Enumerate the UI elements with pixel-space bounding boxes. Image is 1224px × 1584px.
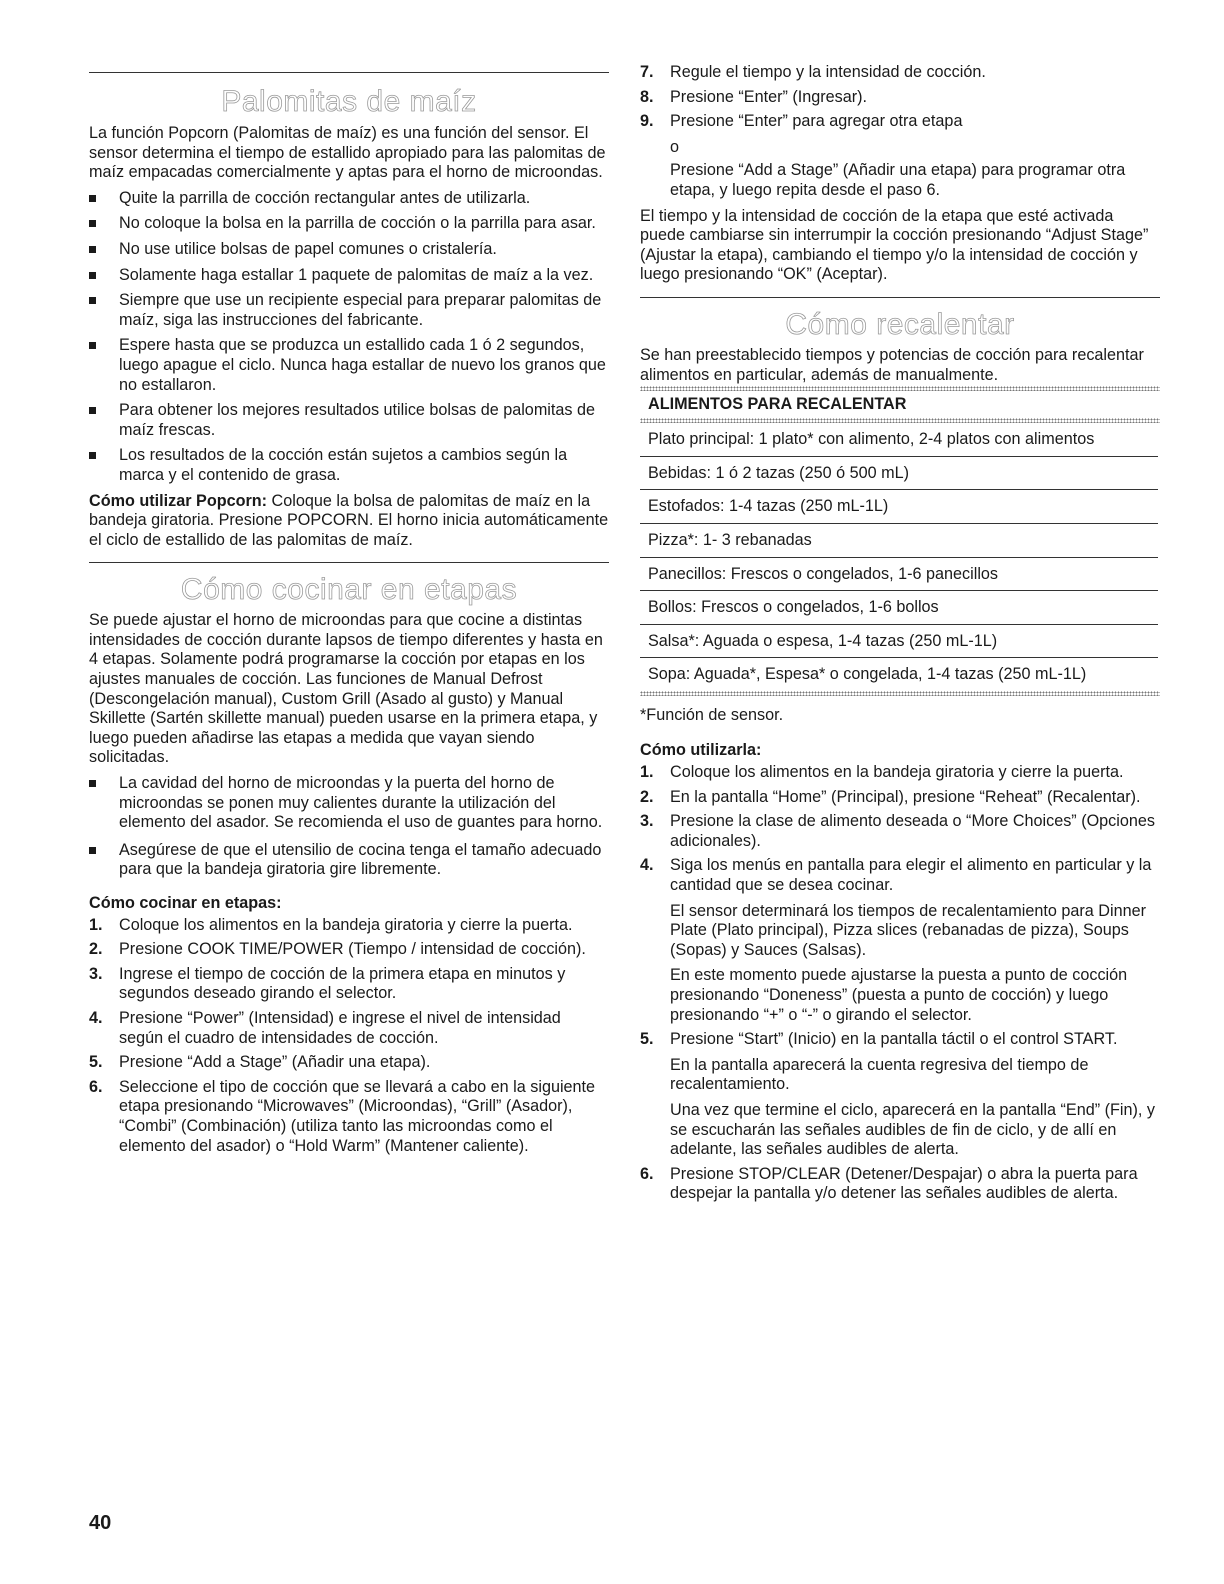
list-item: Siempre que use un recipiente especial para preparar palomitas de maíz, siga las instrucciones del fabricante. (89, 291, 609, 330)
bullet-square-icon (89, 272, 96, 279)
stages-steps-left (89, 916, 609, 1157)
step-alternative: Presione “Add a Stage” (Añadir una etapa) para programar otra etapa, y luego repita desde el paso 6. (670, 161, 1126, 199)
stages-bullet-list (89, 774, 609, 880)
list-item: 2. En la pantalla “Home” (Principal), presione “Reheat” (Recalentar). (640, 787, 1141, 806)
bullet-square-icon (89, 220, 96, 227)
popcorn-how-label: Cómo utilizar Popcorn: (89, 491, 268, 510)
table-row: Sopa: Aguada*, Espesa* o congelada, 1-4 tazas (250 mL-1L) (648, 665, 1087, 684)
table-row: Estofados: 1-4 tazas (250 mL-1L) (640, 490, 1158, 524)
reheat-table (640, 423, 1158, 691)
popcorn-intro: La función Popcorn (Palomitas de maíz) es una función del sensor. El sensor determina el tiempo de estallido apropiado para las palomitas de maíz empacadas comercialmente y aptas para el horno de microondas. (89, 124, 606, 182)
popcorn-bullet-list (89, 189, 609, 486)
reheat-heading: Cómo recalentar (785, 307, 1015, 341)
reheat-table-header: ALIMENTOS PARA RECALENTAR (648, 395, 907, 414)
stages-intro: Se puede ajustar el horno de microondas para que cocine a distintas intensidades de cocción durante lapsos de tiempo diferentes y hasta en 4 etapas. Solamente podrá programarse la cocción por etapas en los ajustes manuales de cocción. Las funciones de Manual Defrost (Descongelación manual), Custom Grill (Asado al gusto) y Manual Skillette (Sartén skillette manual) pueden usarse en la primera etapa, y luego pueden añadirse las etapas a medida que vayan siendo solicitadas. (89, 611, 603, 767)
reheat-steps (640, 763, 1160, 1204)
list-item: No coloque la bolsa en la parrilla de cocción o la parrilla para asar. (89, 214, 609, 234)
bullet-square-icon (89, 452, 96, 459)
list-item: 8. Presione “Enter” (Ingresar). (640, 87, 868, 106)
list-item: 9. Presione “Enter” para agregar otra etapa o Presione “Add a Stage” (Añadir una etapa) para programar otra etapa, y luego repita desde el paso 6. (640, 112, 1160, 200)
bullet-square-icon (89, 342, 96, 349)
table-row: Plato principal: 1 plato* con alimento, 2-4 platos con alimentos (640, 423, 1158, 456)
stages-heading: Cómo cocinar en etapas (180, 573, 518, 607)
step-note: Una vez que termine el ciclo, aparecerá en la pantalla “End” (Fin), y se escucharán las señales audibles de fin de ciclo, y de allí en adelante, las señales audibles de alerta. (670, 1100, 1155, 1159)
list-item: Para obtener los mejores resultados utilice bolsas de palomitas de maíz frescas. (89, 401, 609, 440)
step-or: o (670, 137, 680, 156)
list-item: 4. Presione “Power” (Intensidad) e ingrese el nivel de intensidad según el cuadro de intensidades de cocción. (89, 1008, 561, 1047)
popcorn-heading: Palomitas de maíz (221, 85, 477, 118)
sensor-footnote: *Función de sensor. (640, 705, 784, 724)
list-item: 3. Presione la clase de alimento deseada o “More Choices” (Opciones adicionales). (640, 812, 1155, 850)
reheat-how-title: Cómo utilizarla: (640, 741, 762, 760)
stages-steps-right (640, 63, 1160, 201)
list-item: 1. Coloque los alimentos en la bandeja giratoria y cierre la puerta. (640, 763, 1124, 782)
popcorn-how-to: Cómo utilizar Popcorn: Coloque la bolsa de palomitas de maíz en la bandeja giratoria. Presione POPCORN. El horno inicia automáticamente el ciclo de estallido de las palomitas de maíz. (89, 491, 609, 549)
list-item: 4. Siga los menús en pantalla para elegir el alimento en particular y la cantidad que se desea cocinar. El sensor determinará los tiempos de recalentamiento para Dinner Plate (Plato principal), Pizza slices (rebanadas de pizza), Soups (Sopas) y Sauces (Salsas). En este momento puede ajustarse la puesta a punto de cocción presionando “Doneness” (puesta a punto de cocción) y luego presionando “+” o “-” o girando el selector. (640, 856, 1160, 1025)
stages-how-title: Cómo cocinar en etapas: (89, 894, 282, 912)
list-item: Solamente haga estallar 1 paquete de palomitas de maíz a la vez. (89, 266, 609, 286)
list-item: 2. Presione COOK TIME/POWER (Tiempo / intensidad de cocción). (89, 940, 586, 959)
list-item: 6. Seleccione el tipo de cocción que se llevará a cabo en la siguiente etapa presionando “Microwaves” (Microondas), “Grill” (Asador), “Combi” (Combinación) (utiliza tanto las microondas como el elemento del asador) o “Hold Warm” (Mantener caliente). (89, 1077, 596, 1155)
adjust-stage-text: El tiempo y la intensidad de cocción de la etapa que esté activada puede cambiarse sin interrumpir la cocción presionando “Adjust Stage” (Ajustar la etapa), cambiando el tiempo y/o la intensidad de cocción y luego presionando “OK” (Aceptar). (640, 206, 1149, 284)
table-row: Pizza*: 1- 3 rebanadas (640, 523, 1158, 557)
table-row: Bollos: Frescos o congelados, 1-6 bollos (640, 591, 1158, 625)
left-column (89, 0, 609, 1156)
table-row: Panecillos: Frescos o congelados, 1-6 panecillos (640, 557, 1158, 591)
list-item: No use utilice bolsas de papel comunes o cristalería. (89, 240, 609, 260)
step-note: En este momento puede ajustarse la puesta a punto de cocción presionando “Doneness” (puesta a punto de cocción) y luego presionando “+” o “-” o girando el selector. (670, 966, 1128, 1024)
list-item: La cavidad del horno de microondas y la puerta del horno de microondas se ponen muy calientes durante la utilización del elemento del asador. Se recomienda el uso de guantes para horno. (89, 774, 609, 833)
list-item: Espere hasta que se produzca un estallido cada 1 ó 2 segundos, luego apague el ciclo. Nunca haga estallar de nuevo los granos que no estallaron. (89, 336, 609, 395)
list-item: Los resultados de la cocción están sujetos a cambios según la marca y el contenido de grasa. (89, 446, 609, 485)
bullet-square-icon (89, 780, 96, 787)
section-divider (89, 562, 609, 563)
reheat-intro: Se han preestablecido tiempos y potencias de cocción para recalentar alimentos en particular, además de manualmente. (640, 345, 1144, 384)
list-item: 7. Regule el tiempo y la intensidad de cocción. (640, 63, 986, 81)
list-item: 5. Presione “Add a Stage” (Añadir una etapa). (89, 1053, 431, 1072)
bullet-square-icon (89, 297, 96, 304)
list-item: Quite la parrilla de cocción rectangular antes de utilizarla. (89, 189, 609, 209)
table-bottom-border (640, 691, 1160, 696)
bullet-square-icon (89, 195, 96, 202)
section-divider (640, 297, 1160, 298)
list-item: 5. Presione “Start” (Inicio) en la pantalla táctil o el control START. En la pantalla aparecerá la cuenta regresiva del tiempo de recalentamiento. Una vez que termine el ciclo, aparecerá en la pantalla “End” (Fin), y se escucharán las señales audibles de fin de ciclo, y de allí en adelante, las señales audibles de alerta. (640, 1030, 1160, 1160)
step-note: El sensor determinará los tiempos de recalentamiento para Dinner Plate (Plato principal), Pizza slices (rebanadas de pizza), Soups (Sopas) y Sauces (Salsas). (670, 901, 1146, 959)
step-note: En la pantalla aparecerá la cuenta regresiva del tiempo de recalentamiento. (670, 1055, 1089, 1094)
table-row: Salsa*: Aguada o espesa, 1-4 tazas (250 mL-1L) (640, 624, 1158, 658)
table-row: Bebidas: 1 ó 2 tazas (250 ó 500 mL) (640, 456, 1158, 490)
list-item: 3. Ingrese el tiempo de cocción de la primera etapa en minutos y segundos deseado girando el selector. (89, 964, 566, 1003)
page-number: 40 (89, 1512, 112, 1534)
bullet-square-icon (89, 847, 96, 854)
section-divider (89, 72, 609, 73)
list-item: 6. Presione STOP/CLEAR (Detener/Despajar) o abra la puerta para despejar la pantalla y/o detener las señales audibles de alerta. (640, 1164, 1138, 1203)
bullet-square-icon (89, 407, 96, 414)
list-item: 1. Coloque los alimentos en la bandeja giratoria y cierre la puerta. (89, 915, 573, 934)
right-column (640, 0, 1160, 1204)
list-item: Asegúrese de que el utensilio de cocina tenga el tamaño adecuado para que la bandeja giratoria gire libremente. (89, 841, 609, 880)
bullet-square-icon (89, 246, 96, 253)
